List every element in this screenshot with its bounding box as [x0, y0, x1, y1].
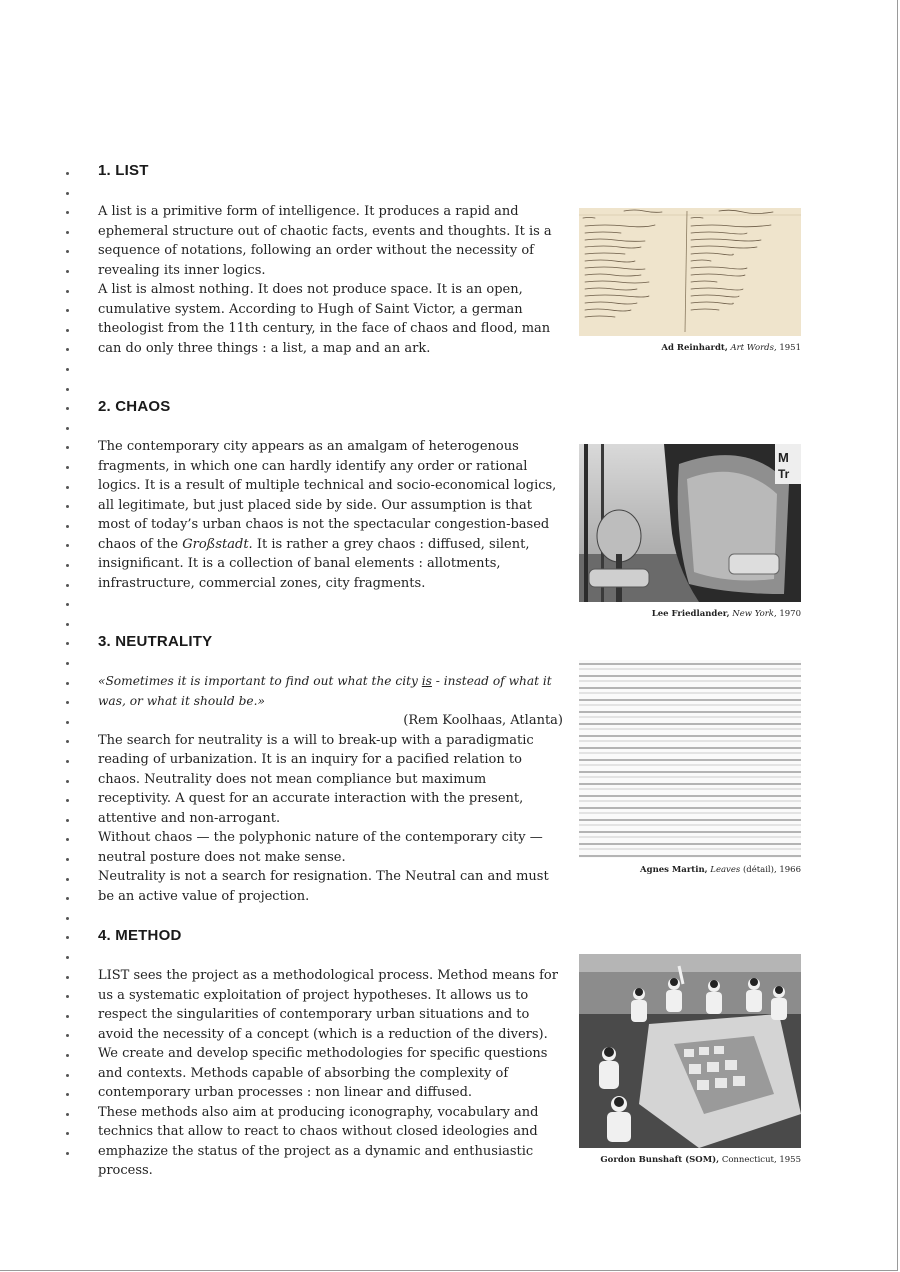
quote — [98, 672, 563, 711]
margin-dot — [66, 505, 69, 508]
margin-dot — [66, 192, 69, 195]
margin-dot — [66, 1093, 69, 1096]
caption-year: 1951 — [779, 343, 801, 353]
section-text-chaos — [98, 437, 563, 593]
margin-dot — [66, 603, 69, 606]
figure-caption — [579, 343, 801, 353]
margin-dot — [66, 740, 69, 743]
margin-dot — [66, 584, 69, 587]
margin-dot — [66, 1054, 69, 1057]
margin-dot — [66, 1074, 69, 1077]
section-heading-chaos: 2. CHAOS — [98, 398, 171, 415]
handwritten-list-image — [579, 208, 801, 336]
figure-bunshaft — [579, 954, 801, 1165]
margin-dot — [66, 1113, 69, 1116]
margin-dot — [66, 250, 69, 253]
margin-dot — [66, 544, 69, 547]
margin-dot — [66, 427, 69, 430]
margin-dot — [66, 407, 69, 410]
margin-dot — [66, 1034, 69, 1037]
margin-dot-column — [66, 0, 76, 1272]
caption-author: Ad Reinhardt, — [661, 343, 728, 353]
margin-dot — [66, 623, 69, 626]
margin-dot — [66, 838, 69, 841]
section-text-method — [98, 966, 563, 1181]
margin-dot — [66, 270, 69, 273]
margin-dot — [66, 976, 69, 979]
margin-dot — [66, 525, 69, 528]
section-heading-list: 1. LIST — [98, 162, 149, 179]
figure-reinhardt — [579, 208, 801, 353]
margin-dot — [66, 446, 69, 449]
caption-work: Leaves — [710, 865, 741, 875]
quote-text: «Sometimes it is important to find out what the city — [98, 674, 418, 688]
caption-work: Art Words, — [730, 343, 777, 353]
paragraph: Without chaos — the polyphonic nature of the contemporary city — neutral posture does not make sense. — [98, 830, 543, 865]
margin-dot — [66, 290, 69, 293]
handwritten-notes-drawing — [579, 208, 801, 336]
margin-dot — [66, 309, 69, 312]
margin-dot — [66, 662, 69, 665]
margin-dot — [66, 231, 69, 234]
margin-dot — [66, 486, 69, 489]
margin-dot — [66, 368, 69, 371]
margin-dot — [66, 642, 69, 645]
margin-dot — [66, 701, 69, 704]
photo-sign-text: Tr — [778, 467, 790, 481]
figure-caption — [579, 865, 801, 875]
margin-dot — [66, 466, 69, 469]
caption-year: Connecticut, 1955 — [721, 1155, 801, 1165]
figure-caption — [579, 1155, 801, 1165]
caption-work: New York, — [732, 609, 777, 619]
quote-underline: is — [421, 674, 432, 688]
margin-dot — [66, 819, 69, 822]
margin-dot — [66, 564, 69, 567]
margin-dot — [66, 1152, 69, 1155]
street-photo-drawing — [579, 444, 801, 602]
grid-painting-drawing — [579, 660, 801, 858]
paragraph: Neutrality is not a search for resignation. The Neutral can and must be an active value of projection. — [98, 869, 549, 904]
margin-dot — [66, 936, 69, 939]
paragraph-emphasis: Großstadt. — [182, 536, 253, 552]
margin-dot — [66, 682, 69, 685]
margin-dot — [66, 760, 69, 763]
paragraph: The search for neutrality is a will to break-up with a paradigmatic reading of urbanization. It is an inquiry for a pacified relation to chaos. Neutrality does not mean compliance but maximum receptivity. A quest for an accurate interaction with the present, attentive and non-arrogant. — [98, 732, 534, 826]
paragraph — [98, 437, 563, 593]
paragraph: A list is almost nothing. It does not produce space. It is an open, cumulative system. According to Hugh of Saint Victor, a german theologist from the 11th century, in the face of chaos and flood, man can do only three things : a list, a map and an ark. — [98, 282, 551, 356]
margin-dot — [66, 721, 69, 724]
margin-dot — [66, 1015, 69, 1018]
paragraph: These methods also aim at producing iconography, vocabulary and technics that allow to react to chaos without closed ideologies and emphazize the status of the project as a dynamic and enthusiastic process. — [98, 1104, 539, 1178]
margin-dot — [66, 897, 69, 900]
caption-year: (détail), 1966 — [742, 865, 801, 875]
margin-dot — [66, 878, 69, 881]
margin-dot — [66, 388, 69, 391]
photo-sign-text: M — [778, 450, 789, 465]
figure-friedlander — [579, 444, 801, 619]
margin-dot — [66, 956, 69, 959]
figure-martin — [579, 660, 801, 875]
paragraph: A list is a primitive form of intelligence. It produces a rapid and ephemeral structure out of chaotic facts, events and thoughts. It is a sequence of notations, following an order without the necessity of revealing its inner logics. — [98, 204, 552, 278]
margin-dot — [66, 172, 69, 175]
section-text-list — [98, 202, 563, 358]
caption-author: Agnes Martin, — [640, 865, 708, 875]
margin-dot — [66, 211, 69, 214]
quote-source: (Rem Koolhaas, Atlanta) — [403, 713, 563, 728]
meeting-photo — [579, 954, 801, 1148]
margin-dot — [66, 858, 69, 861]
caption-author: Gordon Bunshaft (SOM), — [600, 1155, 720, 1165]
margin-dot — [66, 799, 69, 802]
caption-author: Lee Friedlander, — [651, 609, 730, 619]
section-heading-neutrality: 3. NEUTRALITY — [98, 633, 213, 650]
section-heading-method: 4. METHOD — [98, 927, 182, 944]
paragraph-text: The contemporary city appears as an amalgam of heterogenous fragments, in which one can hardly identify any order or rational logics. It is a result of multiple technical and socio-economical logics, all legitimate, but just placed side by side. Our assumption is that most of today’s urban chaos is not the spectacular congestion-based chaos of the — [98, 439, 557, 552]
quote-text: - instead of what it was, or what it should be.» — [98, 674, 552, 708]
margin-dot — [66, 995, 69, 998]
street-photo — [579, 444, 801, 602]
paragraph-text: It is rather a grey chaos : diffused, silent, insignificant. It is a collection of banal elements : allotments, infrastructure, commercial zones, city fragments. — [98, 536, 530, 591]
paragraph: LIST sees the project as a methodological process. Method means for us a systematic exploitation of project hypotheses. It allows us to respect the singularities of contemporary urban situations and to avoid the necessity of a concept (which is a reduction of the divers). We create and develop specific methodologies for specific questions and contexts. Methods capable of absorbing the complexity of contemporary urban processes : non linear and diffused. — [98, 968, 558, 1100]
meeting-photo-drawing — [579, 954, 801, 1148]
margin-dot — [66, 1132, 69, 1135]
caption-year: 1970 — [779, 609, 801, 619]
margin-dot — [66, 780, 69, 783]
figure-caption — [579, 609, 801, 619]
margin-dot — [66, 329, 69, 332]
section-text-neutrality — [98, 672, 563, 906]
grid-painting-image — [579, 660, 801, 858]
margin-dot — [66, 917, 69, 920]
margin-dot — [66, 348, 69, 351]
